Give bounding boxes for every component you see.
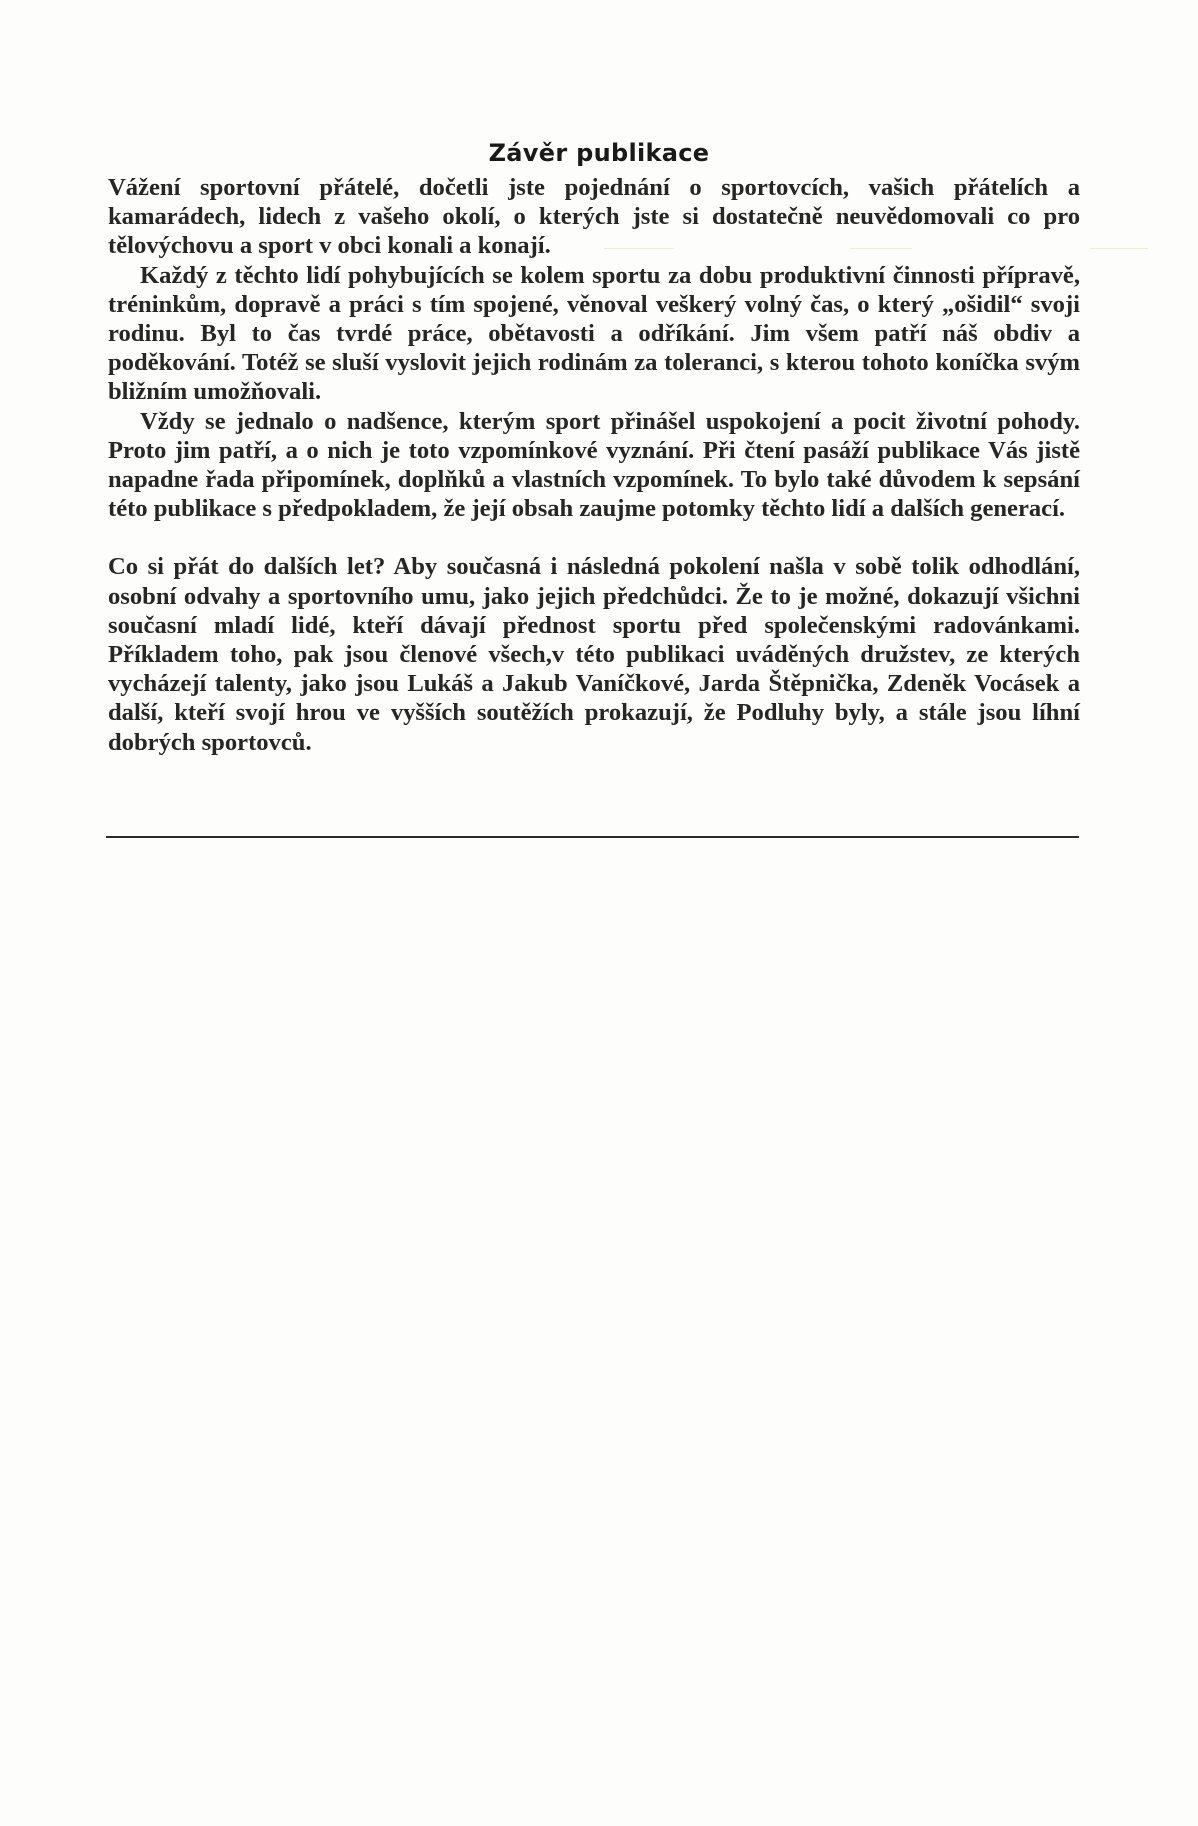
document-body <box>108 173 1080 757</box>
paragraph-4: Co si přát do dalších let? Aby současná i následná pokolení našla v sobě tolik odhodlání, osobní odvahy a sportovního umu, jako jejich předchůdci. Že to je možné, dokazují všichni současní mladí lidé, kteří dávají přednost sportu před společenskými radovánkami. Příkladem toho, pak jsou členové všech,v této publikaci uváděných družstev, ze kterých vycházejí talenty, jako jsou Lukáš a Jakub Vaníčkové, Jarda Štěpnička, Zdeněk Vocásek a další, kteří svojí hrou ve vyšších soutěžích prokazují, že Podluhy byly, a stále jsou líhní dobrých sportovců. <box>108 553 1080 756</box>
scan-mark <box>1090 248 1148 249</box>
paragraph-2: Každý z těchto lidí pohybujících se kolem sportu za dobu produktivní činnosti přípravě, tréninkům, dopravě a práci s tím spojené, věnoval veškerý volný čas, o který „ošidil“ svoji rodinu. Byl to čas tvrdé práce, obětavosti a odříkání. Jim všem patří náš obdiv a poděkování. Totéž se sluší vyslovit jejich rodinám za toleranci, s kterou tohoto koníčka svým bližním umožňovali. <box>108 261 1080 406</box>
document-title: Závěr publikace <box>488 139 710 167</box>
paragraph-3: Vždy se jednalo o nadšence, kterým sport přinášel uspokojení a pocit životní pohody. Proto jim patří, a o nich je toto vzpomínkové vyznání. Při čtení pasáží publikace Vás jistě napadne řada připomínek, doplňků a vlastních vzpomínek. To bylo také důvodem k sepsání této publikace s předpokladem, že její obsah zaujme potomky těchto lidí a dalších generací. <box>108 407 1080 523</box>
closing-rule <box>106 836 1079 838</box>
paragraph-1: Vážení sportovní přátelé, dočetli jste pojednání o sportovcích, vašich přátelích a kamarádech, lidech z vašeho okolí, o kterých jste si dostatečně neuvědomovali co pro tělovýchovu a sport v obci konali a konají. <box>108 174 1080 260</box>
